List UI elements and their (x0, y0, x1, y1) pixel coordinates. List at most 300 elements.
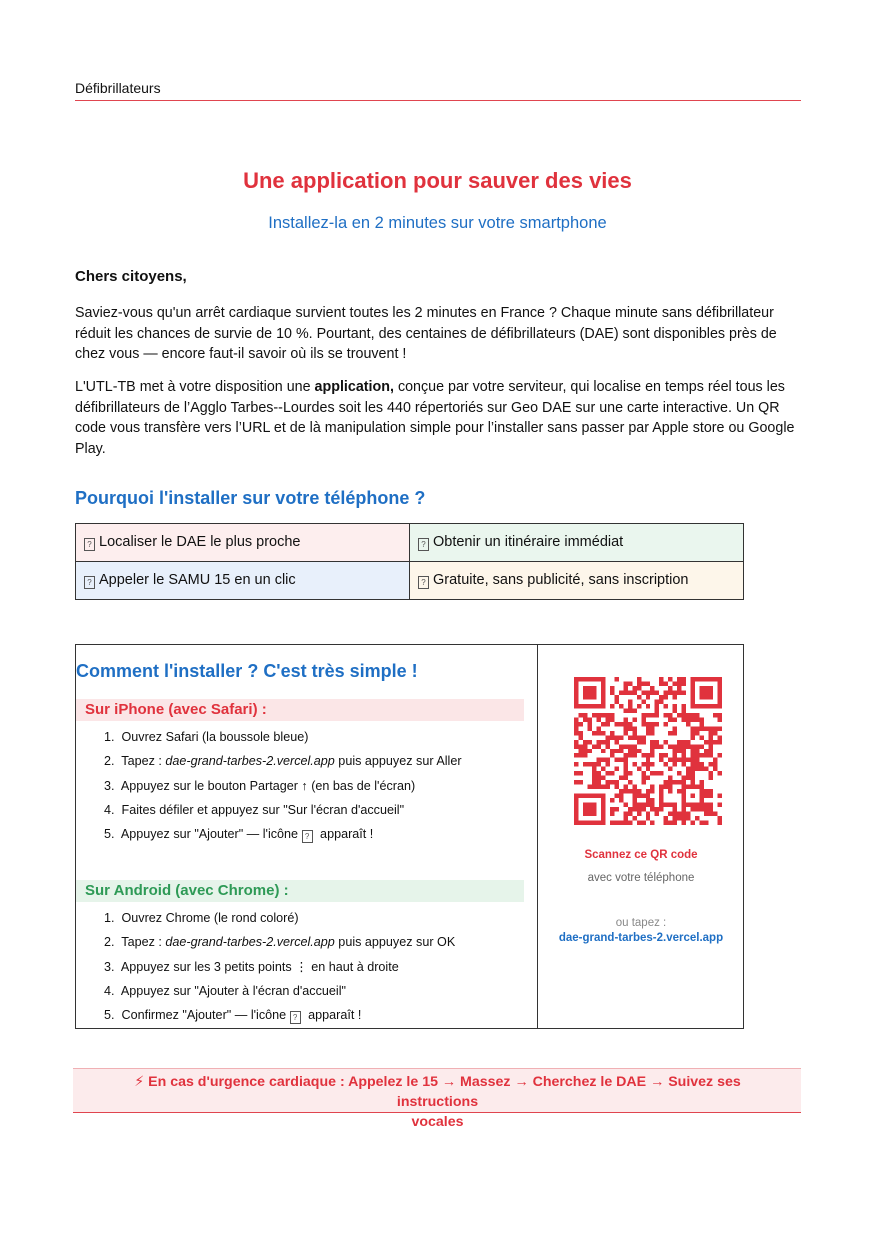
qr-module (691, 695, 695, 699)
qr-module (709, 762, 713, 766)
qr-module (578, 731, 582, 735)
qr-module (587, 807, 591, 811)
qr-module (668, 785, 672, 789)
qr-module (587, 812, 591, 816)
qr-module (583, 740, 587, 744)
qr-module (673, 726, 677, 730)
qr-module (664, 780, 668, 784)
qr-module (682, 803, 686, 807)
qr-module (592, 767, 596, 771)
qr-module (592, 686, 596, 690)
qr-module (664, 713, 668, 717)
qr-module (646, 798, 650, 802)
qr-module (628, 744, 632, 748)
qr-module (650, 785, 654, 789)
qr-module (623, 785, 627, 789)
qr-module (632, 789, 636, 793)
qr-module (596, 740, 600, 744)
qr-module (628, 704, 632, 708)
qr-module (704, 749, 708, 753)
qr-module (655, 740, 659, 744)
qr-module (682, 744, 686, 748)
qr-module (700, 744, 704, 748)
qr-module (664, 681, 668, 685)
qr-module (682, 717, 686, 721)
qr-module (691, 677, 695, 681)
qr-module (619, 744, 623, 748)
qr-module (650, 762, 654, 766)
qr-module (619, 749, 623, 753)
qr-module (700, 807, 704, 811)
qr-module (641, 713, 645, 717)
qr-module (673, 762, 677, 766)
step-text: Faites défiler et appuyez sur "Sur l'écran d'accueil" (121, 802, 405, 817)
qr-module (713, 740, 717, 744)
qr-module (686, 776, 690, 780)
qr-module (641, 753, 645, 757)
step-text-pre: Appuyez sur "Ajouter" — l'icône (120, 827, 302, 842)
qr-module (709, 807, 713, 811)
qr-module (592, 690, 596, 694)
qr-module (628, 789, 632, 793)
qr-module (628, 735, 632, 739)
qr-module (673, 803, 677, 807)
qr-module (700, 821, 704, 825)
emoji-placeholder-icon: ? (290, 1011, 301, 1024)
qr-module (601, 785, 605, 789)
qr-module (623, 731, 627, 735)
qr-module (709, 731, 713, 735)
qr-module (592, 780, 596, 784)
qr-module (673, 681, 677, 685)
qr-module (673, 780, 677, 784)
qr-module (601, 794, 605, 798)
qr-module (601, 681, 605, 685)
app-url: dae-grand-tarbes-2.vercel.app (165, 754, 335, 769)
qr-module (596, 726, 600, 730)
qr-module (682, 762, 686, 766)
qr-module (614, 735, 618, 739)
qr-module (686, 740, 690, 744)
qr-module (614, 749, 618, 753)
qr-module (650, 798, 654, 802)
qr-module (673, 807, 677, 811)
qr-module (583, 821, 587, 825)
qr-module (704, 803, 708, 807)
step-text-pre: Tapez : (121, 754, 166, 769)
qr-module (718, 803, 722, 807)
qr-panel (538, 645, 744, 1028)
app-paragraph-bold: application, (314, 379, 394, 395)
qr-module (655, 744, 659, 748)
qr-module (632, 708, 636, 712)
qr-module (691, 821, 695, 825)
qr-module (601, 776, 605, 780)
qr-module (704, 695, 708, 699)
qr-module (686, 803, 690, 807)
qr-module (718, 794, 722, 798)
qr-module (641, 776, 645, 780)
qr-module (677, 789, 681, 793)
qr-module (596, 744, 600, 748)
qr-module (664, 803, 668, 807)
qr-module (655, 812, 659, 816)
qr-module (713, 767, 717, 771)
qr-module (610, 690, 614, 694)
qr-module (682, 681, 686, 685)
qr-module (650, 744, 654, 748)
qr-module (601, 798, 605, 802)
qr-module (583, 812, 587, 816)
step-text: Ouvrez Safari (la boussole bleue) (121, 730, 309, 744)
benefit-cell (76, 524, 410, 562)
qr-module (677, 816, 681, 820)
qr-module (700, 677, 704, 681)
qr-module (574, 780, 578, 784)
qr-module (709, 749, 713, 753)
qr-module (632, 794, 636, 798)
qr-module (632, 785, 636, 789)
qr-code[interactable] (574, 677, 722, 825)
qr-module (700, 717, 704, 721)
qr-module (713, 713, 717, 717)
qr-module (632, 753, 636, 757)
step-text: Ouvrez Chrome (le rond coloré) (121, 911, 299, 925)
qr-module (646, 690, 650, 694)
qr-module (574, 740, 578, 744)
qr-module (713, 704, 717, 708)
qr-module (650, 821, 654, 825)
qr-module (601, 713, 605, 717)
qr-module (704, 821, 708, 825)
qr-module (650, 731, 654, 735)
qr-module (646, 758, 650, 762)
qr-module (718, 726, 722, 730)
qr-module (704, 767, 708, 771)
emoji-placeholder-icon: ? (418, 538, 429, 551)
qr-module (650, 690, 654, 694)
qr-module (664, 762, 668, 766)
list-item (104, 824, 462, 848)
qr-module (632, 798, 636, 802)
qr-module (610, 821, 614, 825)
qr-module (583, 762, 587, 766)
qr-module (574, 722, 578, 726)
list-item (104, 981, 455, 1005)
qr-module (592, 821, 596, 825)
qr-module (691, 744, 695, 748)
qr-module (659, 753, 663, 757)
benefits-table (75, 523, 744, 600)
qr-module (619, 735, 623, 739)
qr-module (637, 677, 641, 681)
qr-module (718, 740, 722, 744)
step-number: 3. (104, 778, 115, 793)
page-subtitle: Installez-la en 2 minutes sur votre smartphone (268, 214, 607, 232)
qr-module (614, 758, 618, 762)
qr-module (578, 735, 582, 739)
qr-module (682, 740, 686, 744)
qr-module (583, 686, 587, 690)
qr-module (619, 690, 623, 694)
qr-module (691, 794, 695, 798)
qr-module (700, 794, 704, 798)
qr-module (592, 771, 596, 775)
qr-module (578, 713, 582, 717)
qr-module (628, 821, 632, 825)
qr-module (605, 740, 609, 744)
qr-module (691, 704, 695, 708)
qr-module (664, 785, 668, 789)
qr-module (691, 753, 695, 757)
qr-module (673, 717, 677, 721)
qr-module (623, 753, 627, 757)
list-item (104, 908, 455, 932)
qr-module (637, 735, 641, 739)
qr-module (700, 762, 704, 766)
qr-module (677, 780, 681, 784)
list-item (104, 751, 462, 775)
qr-module (718, 686, 722, 690)
qr-module (664, 690, 668, 694)
qr-module (677, 812, 681, 816)
qr-module (641, 690, 645, 694)
qr-module (574, 717, 578, 721)
qr-module (605, 762, 609, 766)
qr-module (601, 821, 605, 825)
qr-module (650, 803, 654, 807)
qr-module (574, 704, 578, 708)
qr-module (691, 731, 695, 735)
qr-module (718, 753, 722, 757)
qr-module (610, 807, 614, 811)
qr-module (623, 681, 627, 685)
qr-module (574, 699, 578, 703)
qr-module (623, 816, 627, 820)
qr-module (682, 785, 686, 789)
qr-module (623, 758, 627, 762)
qr-module (623, 803, 627, 807)
qr-module (709, 735, 713, 739)
qr-module (695, 713, 699, 717)
qr-module (718, 690, 722, 694)
qr-module (709, 812, 713, 816)
qr-module (583, 695, 587, 699)
iphone-heading: Sur iPhone (avec Safari) : (85, 701, 267, 718)
step-number: 1. (104, 911, 115, 925)
qr-module (709, 695, 713, 699)
qr-module (632, 717, 636, 721)
qr-module (686, 758, 690, 762)
qr-module (668, 789, 672, 793)
qr-module (614, 767, 618, 771)
qr-module (583, 749, 587, 753)
qr-module (659, 785, 663, 789)
qr-module (700, 735, 704, 739)
qr-module (587, 794, 591, 798)
qr-module (700, 767, 704, 771)
qr-module (691, 699, 695, 703)
qr-module (623, 771, 627, 775)
qr-module (623, 812, 627, 816)
qr-module (637, 740, 641, 744)
qr-with-label: avec votre téléphone (587, 872, 695, 884)
qr-module (668, 713, 672, 717)
qr-module (682, 690, 686, 694)
qr-module (677, 740, 681, 744)
qr-module (641, 794, 645, 798)
qr-module (695, 803, 699, 807)
qr-module (637, 803, 641, 807)
qr-module (614, 785, 618, 789)
qr-module (619, 798, 623, 802)
qr-url[interactable]: dae-grand-tarbes-2.vercel.app (558, 932, 724, 944)
qr-module (610, 713, 614, 717)
qr-or-label: ou tapez : (615, 917, 667, 929)
qr-module (673, 708, 677, 712)
qr-module (668, 780, 672, 784)
emoji-placeholder-icon: ? (84, 576, 95, 589)
qr-module (691, 758, 695, 762)
qr-module (650, 789, 654, 793)
qr-module (592, 812, 596, 816)
qr-module (628, 749, 632, 753)
qr-module (682, 749, 686, 753)
benefit-label: Obtenir un itinéraire immédiat (433, 534, 624, 550)
qr-module (691, 762, 695, 766)
qr-module (632, 735, 636, 739)
qr-module (592, 762, 596, 766)
qr-module (641, 681, 645, 685)
qr-module (619, 704, 623, 708)
step-text: Appuyez sur "Ajouter à l'écran d'accueil" (120, 983, 346, 998)
qr-module (637, 749, 641, 753)
qr-module (641, 762, 645, 766)
qr-module (677, 744, 681, 748)
qr-module (682, 708, 686, 712)
qr-module (614, 821, 618, 825)
qr-module (596, 717, 600, 721)
urgent-message (120, 1072, 755, 1132)
qr-module (673, 816, 677, 820)
qr-module (628, 780, 632, 784)
qr-module (641, 807, 645, 811)
qr-module (668, 717, 672, 721)
qr-module (641, 717, 645, 721)
qr-module (682, 780, 686, 784)
qr-module (709, 794, 713, 798)
qr-module (601, 686, 605, 690)
qr-module (637, 681, 641, 685)
qr-module (691, 681, 695, 685)
qr-module (605, 735, 609, 739)
step-number: 5. (104, 1008, 115, 1023)
qr-module (583, 794, 587, 798)
qr-module (691, 735, 695, 739)
qr-module (709, 776, 713, 780)
qr-module (574, 803, 578, 807)
qr-module (700, 789, 704, 793)
qr-module (695, 762, 699, 766)
qr-module (673, 758, 677, 762)
qr-module (695, 753, 699, 757)
qr-module (695, 726, 699, 730)
benefit-label: Localiser le DAE le plus proche (99, 534, 301, 550)
qr-module (713, 758, 717, 762)
qr-module (673, 695, 677, 699)
qr-module (592, 677, 596, 681)
qr-module (614, 740, 618, 744)
qr-module (583, 717, 587, 721)
qr-module (655, 708, 659, 712)
step-text-post: apparaît ! (304, 1008, 362, 1023)
qr-module (695, 749, 699, 753)
qr-module (682, 713, 686, 717)
qr-module (578, 744, 582, 748)
qr-module (673, 812, 677, 816)
qr-module (646, 803, 650, 807)
qr-module (596, 704, 600, 708)
qr-module (704, 704, 708, 708)
qr-module (587, 726, 591, 730)
qr-module (610, 717, 614, 721)
qr-module (704, 812, 708, 816)
qr-module (592, 776, 596, 780)
qr-module (695, 744, 699, 748)
benefit-cell (76, 562, 410, 600)
qr-module (646, 767, 650, 771)
qr-module (601, 722, 605, 726)
qr-module (637, 812, 641, 816)
qr-module (668, 812, 672, 816)
qr-scan-label: Scannez ce QR code (584, 849, 698, 861)
qr-module (650, 686, 654, 690)
qr-module (578, 821, 582, 825)
app-paragraph-end: conçue par votre serviteur, qui localise en temps réel tous les défibrillateurs de l’Agglo Tarbes--Lourdes soit les 440 répertoriés sur Geo DAE sur une carte interactive. Un QR code vous transfère vers l’URL et de là manipulation simple pour l’installer sans passer par Apple store ou Google Play. (75, 379, 795, 457)
qr-module (695, 758, 699, 762)
qr-module (632, 762, 636, 766)
qr-module (686, 722, 690, 726)
qr-module (605, 780, 609, 784)
qr-module (646, 762, 650, 766)
qr-module (637, 767, 641, 771)
qr-module (632, 690, 636, 694)
qr-module (664, 753, 668, 757)
qr-module (659, 699, 663, 703)
qr-module (673, 704, 677, 708)
qr-module (628, 722, 632, 726)
qr-module (704, 753, 708, 757)
qr-module (623, 789, 627, 793)
qr-module (628, 690, 632, 694)
qr-module (601, 812, 605, 816)
qr-module (650, 722, 654, 726)
qr-module (695, 704, 699, 708)
qr-module (664, 816, 668, 820)
qr-module (587, 762, 591, 766)
qr-module (592, 713, 596, 717)
qr-module (686, 812, 690, 816)
qr-module (601, 704, 605, 708)
step-number: 4. (104, 983, 115, 998)
urgent-line-1: ⚡ En cas d'urgence cardiaque : Appelez le 15 → Massez → Cherchez le DAE → Suivez ses instructions (134, 1074, 741, 1110)
qr-module (637, 794, 641, 798)
qr-module (668, 731, 672, 735)
qr-module (668, 744, 672, 748)
qr-module (587, 749, 591, 753)
qr-module (610, 753, 614, 757)
emoji-placeholder-icon: ? (302, 830, 313, 843)
